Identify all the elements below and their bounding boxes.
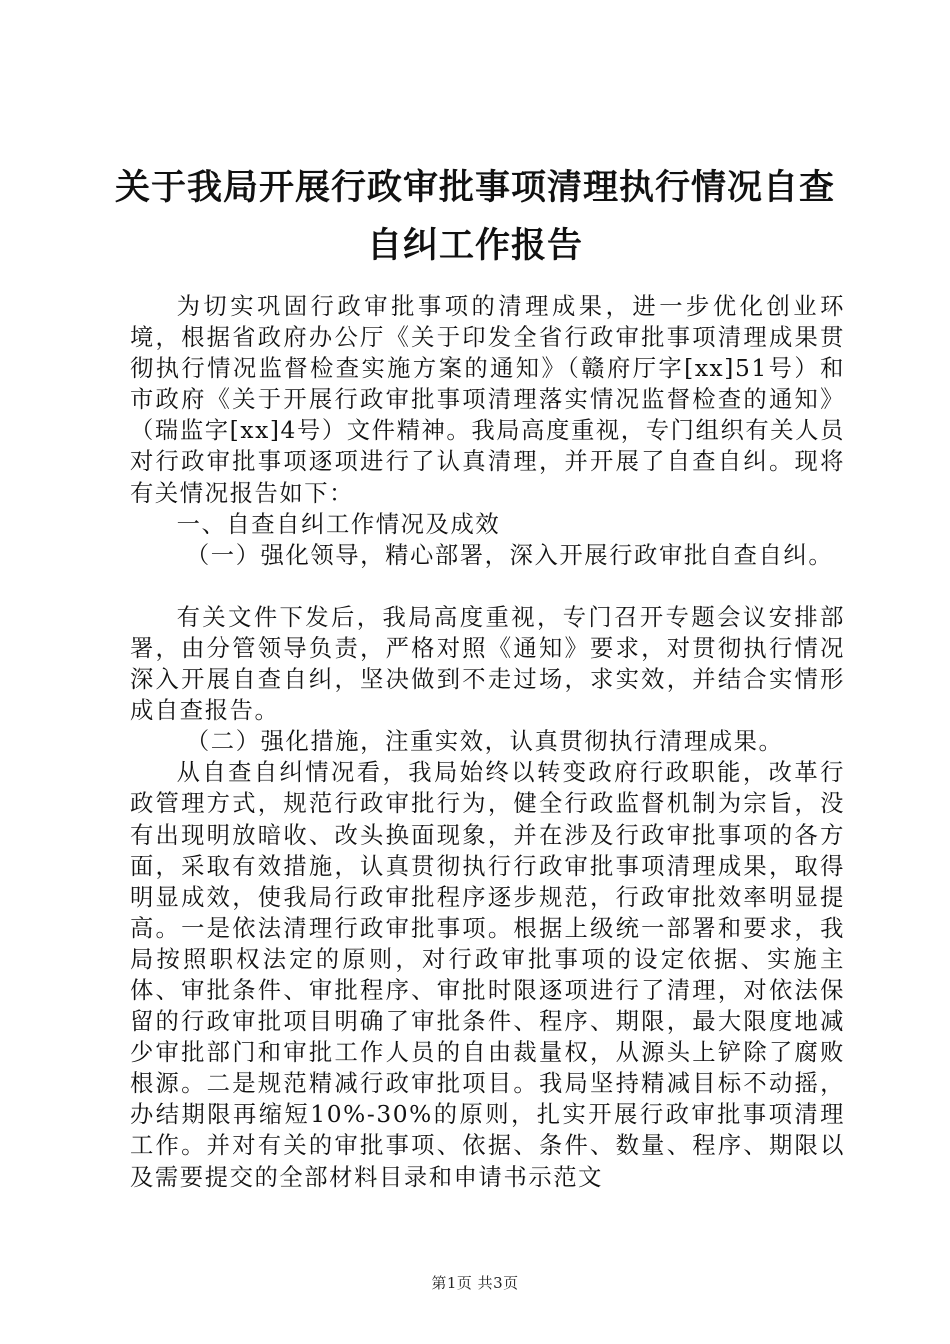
subsection-heading-2: （二）强化措施，注重实效，认真贯彻执行清理成果。 [185,728,784,756]
subsection-1-paragraph: 有关文件下发后，我局高度重视，专门召开专题会议安排部署，由分管领导负责，严格对照《通知》要求，对贯彻执行情况深入开展自查自纠，坚决做到不走过场，求实效，并结合实情形成自查报告。 [130,603,845,725]
intro-paragraph: 为切实巩固行政审批事项的清理成果，进一步优化创业环境，根据省政府办公厅《关于印发全省行政审批事项清理成果贯彻执行情况监督检查实施方案的通知》（赣府厅字[xx]51号）和市政府《关于开展行政审批事项清理落实情况监督检查的通知》（瑞监字[xx]4号）文件精神。我局高度重视，专门组织有关人员对行政审批事项逐项进行了认真清理，并开展了自查自纠。现将有关情况报告如下： [130,293,845,507]
document-title-line-2: 自纠工作报告 [366,226,583,266]
subsection-2-paragraph: 从自查自纠情况看，我局始终以转变政府行政职能，改革行政管理方式，规范行政审批行为，健全行政监督机制为宗旨，没有出现明放暗收、改头换面现象，并在涉及行政审批事项的各方面，采取有效措施，认真贯彻执行行政审批事项清理成果，取得明显成效，使我局行政审批程序逐步规范，行政审批效率明显提高。一是依法清理行政审批事项。根据上级统一部署和要求，我局按照职权法定的原则，对行政审批事项的设定依据、实施主体、审批条件、审批程序、审批时限逐项进行了清理，对依法保留的行政审批项目明确了审批条件、程序、期限，最大限度地减少审批部门和审批工作人员的自由裁量权，从源头上铲除了腐败根源。二是规范精减行政审批项目。我局坚持精减目标不动摇，办结期限再缩短10%-30%的原则，扎实开展行政审批事项清理工作。并对有关的审批事项、依据、条件、数量、程序、期限以及需要提交的全部材料目录和申请书示范文 [130,759,845,1191]
document-body [130,291,845,1193]
page-footer: 第1页 共3页 [431,1274,519,1292]
paragraph-spacer [130,571,845,602]
section-heading-1: 一、自查自纠工作情况及成效 [176,510,501,538]
document-title-line-1: 关于我局开展行政审批事项清理执行情况自查 [114,168,835,208]
subsection-heading-1: （一）强化领导，精心部署，深入开展行政审批自查自纠。 [185,541,834,569]
